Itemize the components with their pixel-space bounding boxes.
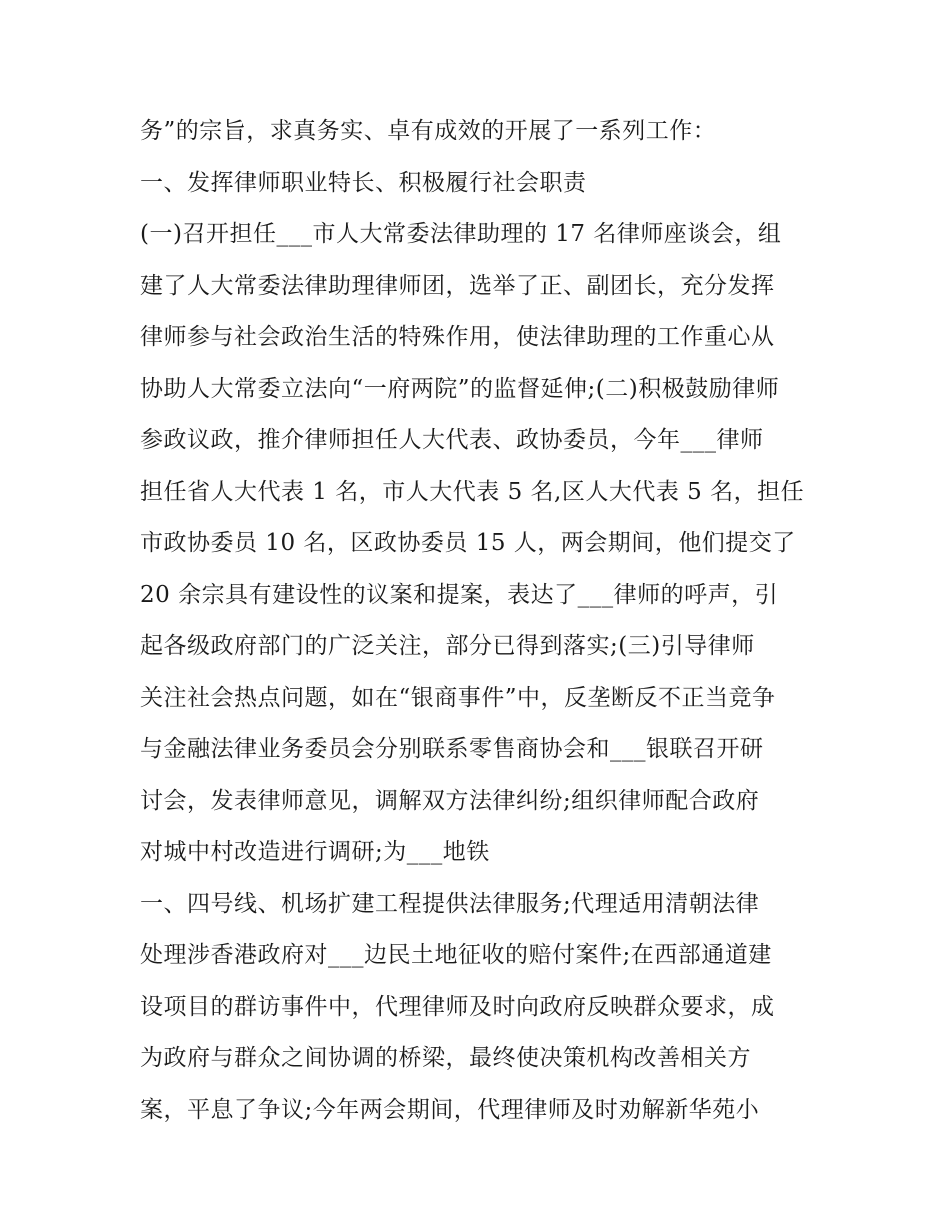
text-line: 案，平息了争议;今年两会期间，代理律师及时劝解新华苑小 — [140, 1096, 760, 1123]
text-line: (一)召开担任___市人大常委法律助理的 17 名律师座谈会，组 — [140, 221, 782, 247]
section-heading: 一、发挥律师职业特长、积极履行社会职责 — [140, 169, 587, 196]
text-line: 律师参与社会政治生活的特殊作用，使法律助理的工作重心从 — [140, 324, 775, 350]
text-line: 市政协委员 10 名，区政协委员 15 人，两会期间，他们提交了 — [140, 530, 796, 556]
text-line: 对城中村改造进行调研;为___地铁 — [140, 839, 490, 865]
text-line: 建了人大常委法律助理律师团，选举了正、副团长，充分发挥 — [140, 272, 775, 299]
text-line: 为政府与群众之间协调的桥梁，最终使决策机构改善相关方 — [140, 1045, 751, 1071]
text-line: 20 余宗具有建设性的议案和提案，表达了___律师的呼声，引 — [140, 581, 779, 608]
text-line: 协助人大常委立法向“一府两院”的监督延伸;(二)积极鼓励律师 — [140, 375, 780, 402]
text-line: 担任省人大代表 1 名，市人大代表 5 名,区人大代表 5 名，担任 — [140, 478, 805, 505]
text-line: 讨会，发表律师意见，调解双方法律纠纷;组织律师配合政府 — [140, 787, 760, 814]
text-line: 务”的宗旨，求真务实、卓有成效的开展了一系列工作： — [140, 118, 717, 144]
text-line: 关注社会热点问题，如在“银商事件”中，反垄断反不正当竞争 — [140, 684, 776, 711]
text-line: 一、四号线、机场扩建工程提供法律服务;代理适用清朝法律 — [140, 890, 760, 917]
text-line: 处理涉香港政府对___边民土地征收的赔付案件;在西部通道建 — [140, 942, 772, 968]
text-line: 起各级政府部门的广泛关注，部分已得到落实;(三)引导律师 — [140, 633, 755, 659]
text-line: 设项目的群访事件中，代理律师及时向政府反映群众要求，成 — [140, 993, 775, 1020]
text-line: 与金融法律业务委员会分别联系零售商协会和___银联召开研 — [140, 736, 764, 762]
body-text — [140, 106, 830, 1136]
text-line: 参政议政，推介律师担任人大代表、政协委员，今年___律师 — [140, 427, 764, 453]
